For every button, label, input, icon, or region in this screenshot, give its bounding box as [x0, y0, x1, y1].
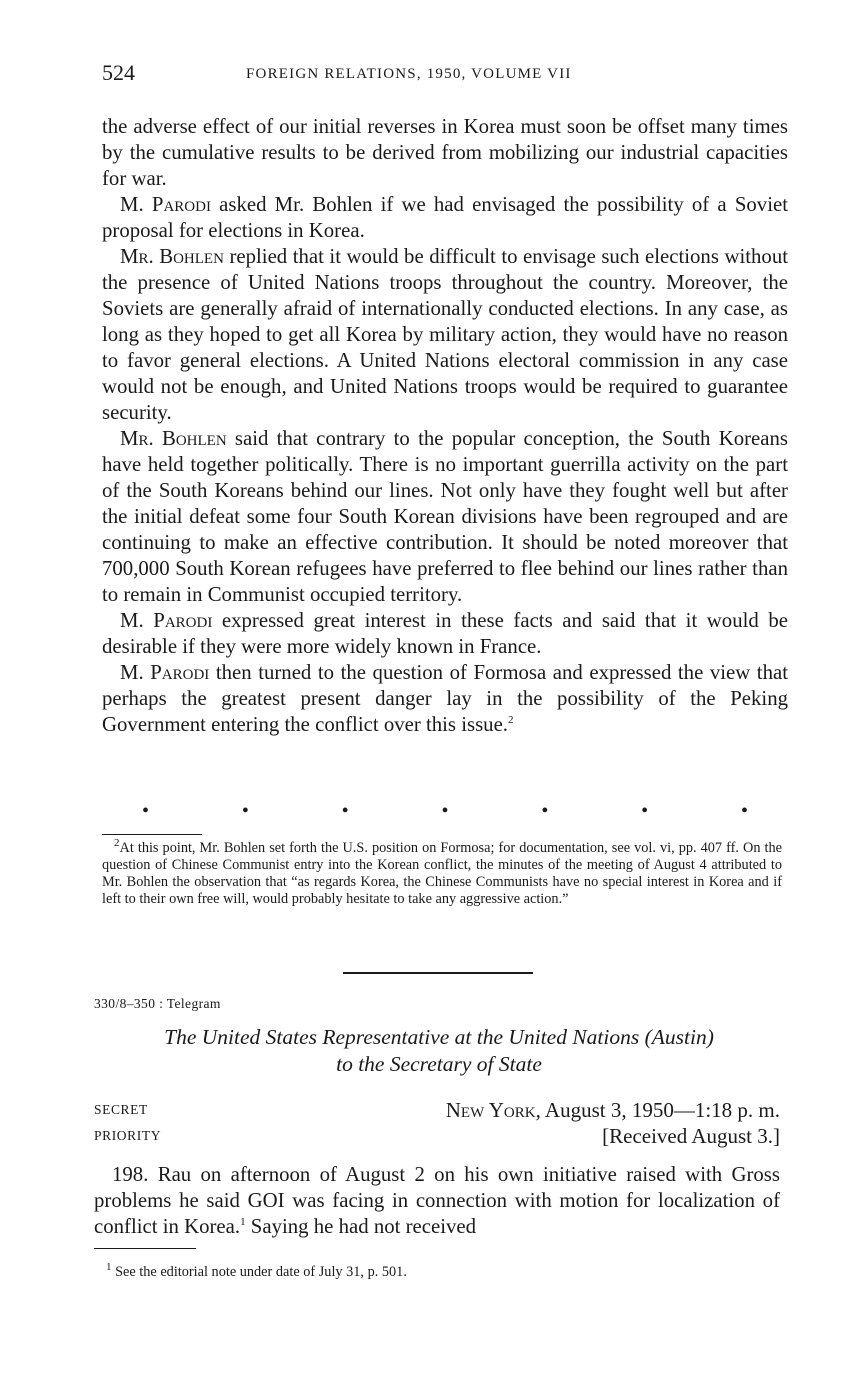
received-note: [Received August 3.]: [602, 1124, 780, 1148]
omission-ellipsis: [102, 800, 788, 826]
speaker-name: Mr. Bohlen: [120, 427, 227, 450]
speaker-name: M. Parodi: [120, 609, 213, 632]
precedence-label: PRIORITY: [94, 1128, 162, 1143]
footnote-marker: 1: [106, 1261, 112, 1274]
footnote-1: [94, 1261, 774, 1281]
main-text: [102, 114, 788, 738]
telegram-paragraph: [94, 1162, 780, 1240]
speaker-name: M. Parodi: [120, 661, 210, 684]
footnote-marker: 2: [114, 837, 120, 850]
dateline-place: New York: [445, 1098, 536, 1122]
ellipsis-dot: •: [740, 800, 748, 822]
footnote-ref-1[interactable]: 1: [240, 1216, 246, 1229]
paragraph-3-text: replied that it would be difficult to envisage such elections without the presence of United Nations troops throughout the country. Moreover, the Soviets are generally afraid of internationally conducted elections. In any case, as long as they hoped to get all Korea by military action, they would have no reason to favor general elections. A United Nations electoral commission in any case would not be enough, and United Nations troops would be required to guarantee security.: [102, 245, 788, 424]
running-head: FOREIGN RELATIONS, 1950, VOLUME VII: [246, 66, 572, 82]
classification-label: SECRET: [94, 1102, 148, 1117]
document-title: [94, 1024, 784, 1078]
telegram-body: [94, 1162, 780, 1240]
paragraph-3: [102, 244, 788, 426]
dateline: [446, 1098, 780, 1123]
paragraph-6-text: then turned to the question of Formosa and expressed the view that perhaps the greatest present danger lay in the possibility of the Peking Government entering the conflict over this issue.: [102, 661, 788, 736]
title-line-1: The United States Representative at the United Nations (Austin): [164, 1025, 714, 1049]
speaker-name: M. Parodi: [120, 193, 211, 216]
title-line-2: to the Secretary of State: [336, 1052, 542, 1076]
file-reference: 330/8–350 : Telegram: [94, 996, 221, 1011]
page-header: [102, 60, 802, 92]
paragraph-2-text: asked Mr. Bohlen if we had envisaged the possibility of a Soviet proposal for elections in Korea.: [102, 193, 788, 242]
footnote-rule: [102, 834, 202, 835]
paragraph-4: [102, 426, 788, 608]
telegram-text-cont: Saying he had not received: [245, 1215, 477, 1238]
section-divider: [343, 972, 533, 974]
footnote-1-text: See the editorial note under date of July 31, p. 501.: [115, 1264, 407, 1280]
paragraph-5-text: expressed great interest in these facts and said that it would be desirable if they were more widely known in France.: [102, 609, 788, 658]
footnote-2-text: At this point, Mr. Bohlen set forth the U.S. position on Formosa; for documentation, see vol. vi, pp. 407 ff. On the question of Chinese Communist entry into the Korean conflict, the minutes of the meeting of August 4 attributed to Mr. Bohlen the observation that “as regards Korea, the Chinese Communists have no special interest in Korea and if left to their own free will, would probably hesitate to take any aggressive action.”: [102, 840, 782, 907]
paragraph-2: [102, 192, 788, 244]
ellipsis-dot: •: [541, 800, 549, 822]
ellipsis-dot: •: [241, 800, 249, 822]
paragraph-5: [102, 608, 788, 660]
paragraph-1: the adverse effect of our initial reverses in Korea must soon be offset many times by the cumulative results to be derived from mobilizing our industrial capacities for war.: [102, 115, 788, 190]
telegram-text: 198. Rau on afternoon of August 2 on his own initiative raised with Gross problems he said GOI was facing in connection with motion for localization of conflict in Korea.: [94, 1163, 780, 1238]
paragraph-6: [102, 660, 788, 738]
footnote-2: [102, 837, 782, 908]
ellipsis-dot: •: [441, 800, 449, 822]
ellipsis-dot: •: [641, 800, 649, 822]
page-number: 524: [102, 60, 135, 85]
ellipsis-dot: •: [341, 800, 349, 822]
ellipsis-dot: •: [142, 800, 150, 822]
dateline-date: , August 3, 1950—1:18 p. m.: [535, 1098, 780, 1122]
footnote-rule: [94, 1248, 196, 1249]
paragraph-4-text: said that contrary to the popular conception, the South Koreans have held together politically. There is no important guerrilla activity on the part of the South Koreans behind our lines. Not only have they fought well but after the initial defeat some four South Korean divisions have been regrouped and are continuing to make an effective contribution. It should be noted moreover that 700,000 South Korean refugees have preferred to flee behind our lines rather than to remain in Communist occupied territory.: [102, 427, 788, 606]
footnote-ref-2[interactable]: 2: [508, 714, 514, 727]
speaker-name: Mr. Bohlen: [120, 245, 224, 268]
